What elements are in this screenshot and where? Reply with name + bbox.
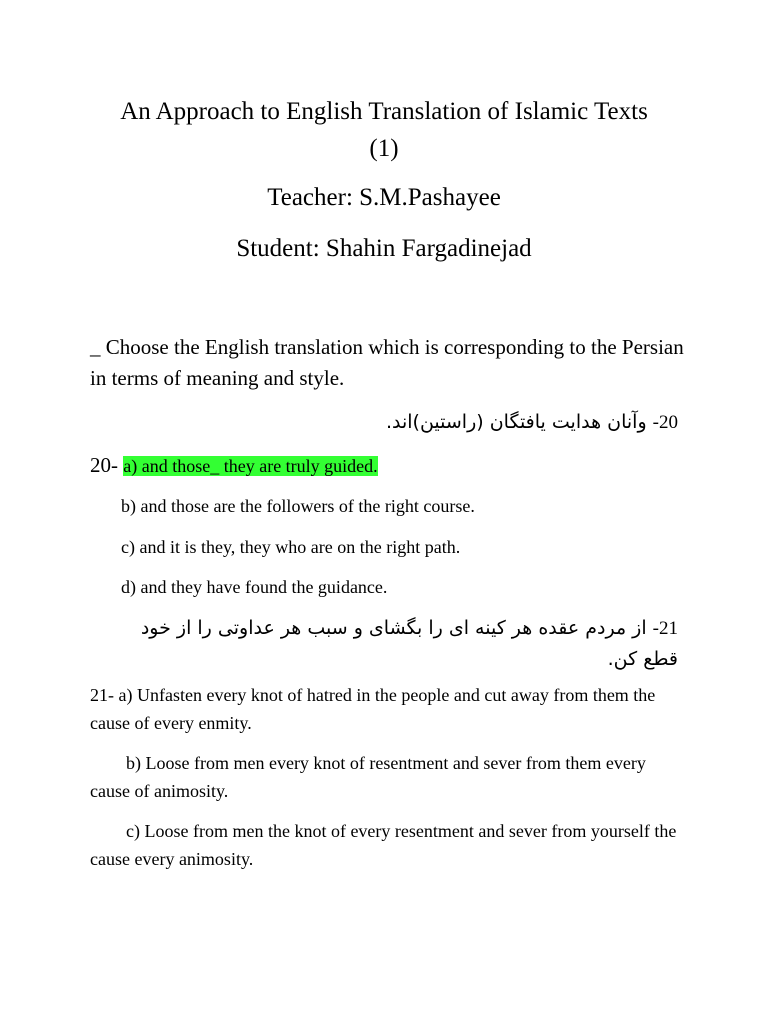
document-title: An Approach to English Translation of Islamic Texts (1) xyxy=(120,98,648,162)
persian-sentence-20 xyxy=(88,407,678,438)
highlighted-option-a: a) and those_ they are truly guided. xyxy=(123,456,378,476)
instruction-text: _ Choose the English translation which is corresponding to the Persian in terms of meaning and style. xyxy=(90,335,684,390)
persian-sentence-21 xyxy=(118,613,678,674)
persian-text-20: وآنان هدایت یافتگان (راستین)اند. xyxy=(385,411,647,433)
question-21-option-b: b) Loose from men every knot of resentment and sever from them every cause of animosity. xyxy=(90,753,646,801)
question-20-option-a xyxy=(90,452,378,480)
persian-text-21: از مردم عقده هر کینه ای را بگشای و سبب هر عداوتی را از خود قطع کن. xyxy=(140,617,678,670)
teacher-line: Teacher: S.M.Pashayee xyxy=(267,184,501,211)
persian-number-20: 20- xyxy=(652,412,678,433)
question-21-option-a: 21- a) Unfasten every knot of hatred in the people and cut away from them the cause of every enmity. xyxy=(90,685,656,733)
student-line: Student: Shahin Fargadinejad xyxy=(236,235,532,262)
question-20-number: 20- xyxy=(90,453,118,477)
question-20-option-b: b) and those are the followers of the right course. xyxy=(121,496,475,516)
persian-number-21: 21- xyxy=(652,618,678,639)
question-20-option-c: c) and it is they, they who are on the right path. xyxy=(121,537,461,557)
question-21-option-c: c) Loose from men the knot of every resentment and sever from yourself the cause every animosity. xyxy=(90,821,677,869)
question-20-option-d: d) and they have found the guidance. xyxy=(121,577,388,597)
